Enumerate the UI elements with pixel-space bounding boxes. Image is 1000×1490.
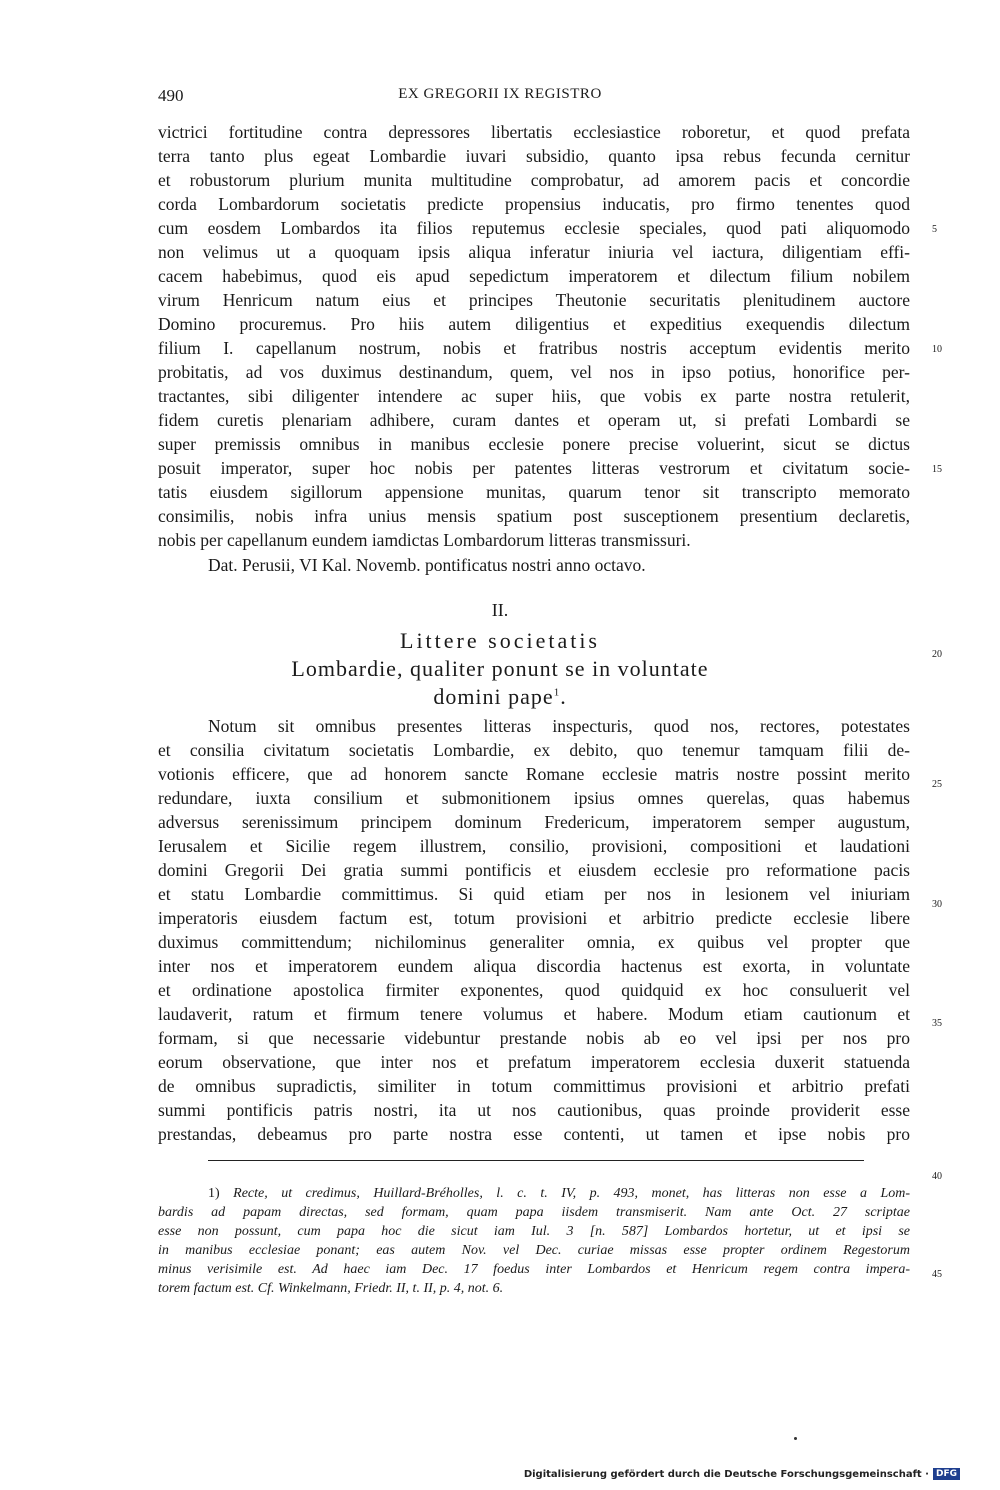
text-line: cacem habebimus, quod eis apud sepedictum imperatorem et dilectum filium nobilem <box>158 266 910 286</box>
section-title-line: Lombardie, qualiter ponunt se in voluntate <box>291 656 709 681</box>
footnote-line: in manibus ecclesiae ponant; eas autem Nov. vel Dec. curiae missas esse propter ordinem Regestorum <box>158 1243 910 1258</box>
text-line: terra tanto plus egeat Lombardie iuvari subsidio, quanto ipsa rebus fecunda cernitur <box>158 146 910 166</box>
text-line: duximus committendum; nichilominus generaliter omnia, ex quibus vel propter que <box>158 932 910 952</box>
footnote-rule <box>208 1160 864 1161</box>
margin-line-number: 15 <box>932 464 942 475</box>
margin-line-number: 45 <box>932 1269 942 1280</box>
credit-text: Digitalisierung gefördert durch die Deutsche Forschungsgemeinschaft · <box>523 1468 929 1480</box>
text-line: et statu Lombardie committimus. Si quid etiam per nos in lesionem vel iniuriam <box>158 884 910 904</box>
text-line: et consilia civitatum societatis Lombardie, ex debito, quo tenemur tamquam filii de- <box>158 740 910 760</box>
text-line: prestandas, debeamus pro parte nostra esse contenti, ut tamen et ipse nobis pro <box>158 1124 910 1144</box>
text-line: formam, si que necessarie videbuntur prestande nobis ab eo vel ipsi per nos pro <box>158 1028 910 1048</box>
text-line: probitatis, ad vos duximus destinandum, quem, vel nos in ipso potius, honorifice per- <box>158 362 910 382</box>
text-line: Domino procuremus. Pro hiis autem diligentius et expeditius exequendis dilectum <box>158 314 910 334</box>
text-line: laudaverit, ratum et firmum tenere volumus et habere. Modum etiam cautionum et <box>158 1004 910 1024</box>
text-line: cum eosdem Lombardos ita filios reputemus ecclesie speciales, quod pati aliquomodo <box>158 218 910 238</box>
text-line: victrici fortitudine contra depressores libertatis ecclesiastice roboretur, et quod prefata <box>158 122 910 142</box>
section-title-line: domini pape$^1$. <box>433 684 567 709</box>
text-line: Ierusalem et Sicilie regem illustrem, consilio, provisioni, compositioni et laudationi <box>158 836 910 856</box>
dfg-logo: DFG <box>933 1468 960 1480</box>
margin-line-number: 30 <box>932 899 942 910</box>
ink-speck <box>794 1437 797 1440</box>
page-number: 490 <box>158 86 184 105</box>
text-line: filium I. capellanum nostrum, nobis et fratribus nostris acceptum evidentis merito <box>158 338 910 358</box>
margin-line-number: 25 <box>932 779 942 790</box>
text-line: consimilis, nobis infra unius mensis spatium post susceptionem presentium declaretis, <box>158 506 910 526</box>
text-line: eorum observatione, que inter nos et prefatum imperatorem ecclesia duxerit statuenda <box>158 1052 910 1072</box>
text-line: domini Gregorii Dei gratia summi pontificis et eiusdem ecclesie pro reformatione pacis <box>158 860 910 880</box>
text-line: et ordinatione apostolica firmiter exponentes, quod quidquid ex hoc consuluerit vel <box>158 980 910 1000</box>
footnote-reference: 1 <box>553 686 561 699</box>
text-line: non velimus ut a quoquam ipsis aliqua inferatur iniuria vel iactura, diligentiam effi- <box>158 242 910 262</box>
dating-line: Dat. Perusii, VI Kal. Novemb. pontificatus nostri anno octavo. <box>208 555 646 575</box>
footnote-line: minus verisimile est. Ad haec iam Dec. 17 foedus inter Lombardos et Henricum regem contra impera- <box>158 1262 910 1277</box>
text-line: de omnibus supradictis, similiter in totum committimus provisioni et arbitrio prefati <box>158 1076 910 1096</box>
footnote-line: 1) Recte, ut credimus, Huillard-Bréholles, l. c. t. IV, p. 493, monet, has litteras non esse a Lom- <box>208 1186 911 1201</box>
text-line: et robustorum plurium munita multitudine comprobatur, ad amorem pacis et concordie <box>158 170 910 190</box>
margin-line-number: 20 <box>932 649 942 660</box>
text-line: redundare, iuxta consilium et submonitionem ipsius omnes querelas, quas habemus <box>158 788 910 808</box>
text-line: fidem curetis plenariam adhibere, curam dantes et operam ut, si prefati Lombardi se <box>158 410 910 430</box>
margin-line-number: 10 <box>932 344 942 355</box>
text-line: inter nos et imperatorem eundem aliqua discordia hactenus est exorta, in voluntate <box>158 956 910 976</box>
footnote-line: esse non possunt, cum papa hoc die sicut iam Iul. 3 [n. 587] Lombardos hortetur, ut et ipsi se <box>158 1224 910 1239</box>
text-line: imperatoris eiusdem factum est, totum provisioni et arbitrio predicte ecclesie libere <box>158 908 910 928</box>
footnote-line: torem factum est. Cf. Winkelmann, Friedr. II, t. II, p. 4, not. 6. <box>158 1281 504 1296</box>
text-line: nobis per capellanum eundem iamdictas Lombardorum litteras transmissuri. <box>158 530 691 550</box>
text-line: posuit imperator, super hoc nobis per patentes litteras vestrorum et civitatum socie- <box>158 458 910 478</box>
text-line: tractantes, sibi diligenter intendere ac super hiis, que vobis ex parte nostra retulerit, <box>158 386 910 406</box>
text-line: adversus serenissimum principem dominum Fredericum, imperatorem semper augustum, <box>158 812 910 832</box>
margin-line-number: 40 <box>932 1171 942 1182</box>
text-line: summi pontificis patris nostri, ita ut nos cautionibus, quas proinde providerit esse <box>158 1100 910 1120</box>
text-line: Notum sit omnibus presentes litteras inspecturis, quod nos, rectores, potestates <box>208 716 910 736</box>
section-title-line: Littere societatis <box>400 628 600 653</box>
margin-line-number: 5 <box>932 224 937 235</box>
text-line: virum Henricum natum eius et principes Theutonie securitatis plenitudinem auctore <box>158 290 910 310</box>
footnote-mark: 1) <box>208 1186 220 1201</box>
margin-line-number: 35 <box>932 1018 942 1029</box>
text-line: tatis eiusdem sigillorum appensione munitas, quarum tenor sit transcripto memorato <box>158 482 910 502</box>
text-line: votionis efficere, que ad honorem sancte Romane ecclesie matris nostre possint merito <box>158 764 910 784</box>
digitization-credit <box>524 1468 960 1480</box>
text-line: corda Lombardorum societatis predicte propensius inducatis, pro firmo tenentes quod <box>158 194 910 214</box>
text-line: super premissis omnibus in manibus ecclesie ponere precise voluerint, sicut se dictus <box>158 434 910 454</box>
footnote-line: bardis ad papam directas, sed formam, quam papa iisdem transmiserit. Nam ante Oct. 27 scriptae <box>158 1205 910 1220</box>
section-numeral: II. <box>491 600 509 620</box>
running-head: EX GREGORII IX REGISTRO <box>398 86 602 102</box>
